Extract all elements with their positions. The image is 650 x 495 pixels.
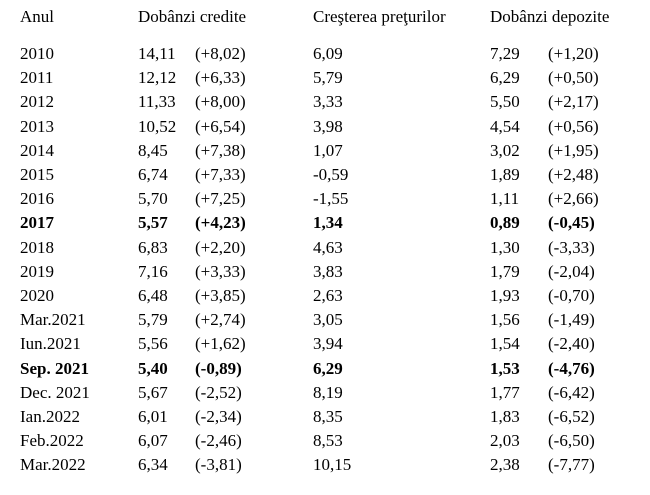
cell-credit-rate: 6,07 [138, 431, 168, 451]
cell-deposit-rate: 1,54 [490, 334, 520, 354]
table-row [0, 211, 650, 235]
cell-deposit-rate: 1,11 [490, 189, 520, 209]
table-header [0, 5, 650, 29]
cell-credit-rate: 6,34 [138, 455, 168, 475]
cell-year: Dec. 2021 [20, 382, 90, 402]
table-row [0, 42, 650, 66]
cell-credit-diff: (+2,20) [195, 237, 246, 257]
cell-price-growth: 8,53 [313, 431, 343, 451]
table-row [0, 453, 650, 477]
table-row [0, 163, 650, 187]
cell-deposit-rate: 1,83 [490, 407, 520, 426]
cell-year: 2018 [20, 237, 54, 257]
cell-credit-diff: (-2,46) [195, 431, 242, 451]
cell-year: 2013 [20, 116, 54, 136]
cell-credit-rate: 6,01 [138, 407, 168, 426]
table-row [0, 139, 650, 163]
cell-year: 2016 [20, 189, 54, 209]
cell-deposit-rate: 3,02 [490, 140, 520, 160]
cell-price-growth: 1,34 [313, 213, 343, 233]
table-row [0, 236, 650, 260]
cell-price-growth: 5,79 [313, 68, 343, 88]
cell-deposit-diff: (+0,50) [548, 68, 599, 88]
cell-price-growth: 3,94 [313, 334, 343, 354]
table-row [0, 429, 650, 453]
cell-deposit-rate: 1,53 [490, 358, 520, 378]
cell-credit-diff: (+3,85) [195, 286, 246, 305]
cell-credit-diff: (-2,52) [195, 382, 242, 402]
cell-deposit-diff: (+1,20) [548, 44, 599, 63]
cell-credit-rate: 14,11 [138, 44, 176, 63]
cell-deposit-rate: 1,30 [490, 237, 520, 257]
cell-price-growth: 4,63 [313, 237, 343, 257]
table-row [0, 115, 650, 139]
cell-price-growth: 8,35 [313, 407, 343, 426]
cell-year: 2010 [20, 44, 54, 63]
header-price-growth: Creşterea preţurilor [313, 7, 446, 26]
cell-deposit-rate: 1,56 [490, 310, 520, 330]
cell-credit-diff: (-0,89) [195, 358, 242, 378]
cell-year: 2012 [20, 92, 54, 112]
cell-deposit-rate: 1,89 [490, 165, 520, 184]
cell-credit-diff: (+4,23) [195, 213, 246, 233]
cell-credit-rate: 7,16 [138, 261, 168, 281]
cell-deposit-rate: 2,38 [490, 455, 520, 475]
cell-deposit-diff: (+2,66) [548, 189, 599, 209]
cell-year: Mar.2022 [20, 455, 86, 475]
cell-deposit-diff: (+1,95) [548, 140, 599, 160]
cell-deposit-rate: 6,29 [490, 68, 520, 88]
cell-credit-rate: 12,12 [138, 68, 177, 88]
cell-credit-diff: (-3,81) [195, 455, 242, 475]
table-row [0, 260, 650, 284]
cell-credit-diff: (+7,33) [195, 165, 246, 184]
table-row [0, 187, 650, 211]
cell-credit-diff: (+7,25) [195, 189, 246, 209]
cell-deposit-rate: 1,77 [490, 382, 520, 402]
cell-credit-rate: 5,79 [138, 310, 168, 330]
cell-credit-diff: (+3,33) [195, 261, 246, 281]
cell-deposit-rate: 0,89 [490, 213, 520, 233]
cell-deposit-diff: (-6,50) [548, 431, 595, 451]
cell-credit-rate: 5,57 [138, 213, 168, 233]
table-row [0, 284, 650, 308]
header-credit-rates: Dobânzi credite [138, 7, 247, 26]
cell-deposit-diff: (-0,70) [548, 286, 595, 305]
cell-credit-diff: (+6,33) [195, 68, 246, 88]
cell-deposit-rate: 1,93 [490, 286, 520, 305]
cell-credit-rate: 6,74 [138, 165, 168, 184]
cell-deposit-rate: 2,03 [490, 431, 520, 451]
cell-deposit-diff: (-4,76) [548, 358, 595, 378]
cell-deposit-diff: (+0,56) [548, 116, 599, 136]
cell-credit-diff: (+1,62) [195, 334, 246, 354]
header-deposit-rates: Dobânzi depozite [490, 7, 610, 26]
cell-credit-rate: 5,70 [138, 189, 168, 209]
cell-credit-diff: (-2,34) [195, 407, 242, 426]
cell-price-growth: 8,19 [313, 382, 343, 402]
cell-year: 2020 [20, 286, 54, 305]
cell-year: 2017 [20, 213, 54, 233]
cell-price-growth: 3,33 [313, 92, 343, 112]
cell-price-growth: 1,07 [313, 140, 343, 160]
cell-deposit-diff: (+2,17) [548, 92, 599, 112]
cell-credit-rate: 5,40 [138, 358, 168, 378]
cell-price-growth: 6,29 [313, 358, 343, 378]
table-row [0, 332, 650, 356]
table-row [0, 381, 650, 405]
cell-credit-rate: 5,56 [138, 334, 168, 354]
cell-price-growth: -1,55 [313, 189, 349, 209]
cell-price-growth: 10,15 [313, 455, 352, 475]
cell-price-growth: 3,05 [313, 310, 343, 330]
table-row [0, 405, 650, 429]
cell-year: 2019 [20, 261, 54, 281]
table-row [0, 66, 650, 90]
cell-credit-diff: (+8,02) [195, 44, 246, 63]
cell-credit-diff: (+2,74) [195, 310, 246, 330]
cell-deposit-diff: (-6,42) [548, 382, 595, 402]
cell-price-growth: 3,98 [313, 116, 343, 136]
cell-credit-rate: 5,67 [138, 382, 168, 402]
cell-deposit-diff: (+2,48) [548, 165, 599, 184]
cell-year: Feb.2022 [20, 431, 84, 451]
cell-price-growth: 2,63 [313, 286, 343, 305]
cell-year: Iun.2021 [20, 334, 81, 354]
table-row [0, 90, 650, 114]
cell-credit-rate: 8,45 [138, 140, 168, 160]
cell-deposit-rate: 7,29 [490, 44, 520, 63]
cell-credit-rate: 6,48 [138, 286, 168, 305]
cell-deposit-diff: (-2,40) [548, 334, 595, 354]
cell-credit-diff: (+7,38) [195, 140, 246, 160]
cell-price-growth: 6,09 [313, 44, 343, 63]
header-year: Anul [20, 7, 54, 26]
cell-year: Mar.2021 [20, 310, 86, 330]
cell-year: 2011 [20, 68, 54, 88]
table-row [0, 308, 650, 332]
cell-deposit-rate: 1,79 [490, 261, 520, 281]
cell-deposit-diff: (-3,33) [548, 237, 595, 257]
cell-year: Ian.2022 [20, 407, 80, 426]
cell-year: 2015 [20, 165, 54, 184]
cell-deposit-rate: 4,54 [490, 116, 520, 136]
cell-year: Sep. 2021 [20, 358, 89, 378]
cell-credit-diff: (+6,54) [195, 116, 246, 136]
cell-deposit-rate: 5,50 [490, 92, 520, 112]
cell-deposit-diff: (-0,45) [548, 213, 595, 233]
cell-credit-rate: 6,83 [138, 237, 168, 257]
table-row [0, 357, 650, 381]
cell-price-growth: 3,83 [313, 261, 343, 281]
cell-year: 2014 [20, 140, 54, 160]
cell-credit-rate: 11,33 [138, 92, 176, 112]
cell-deposit-diff: (-6,52) [548, 407, 595, 426]
cell-price-growth: -0,59 [313, 165, 349, 184]
cell-deposit-diff: (-7,77) [548, 455, 595, 475]
cell-credit-diff: (+8,00) [195, 92, 246, 112]
cell-deposit-diff: (-2,04) [548, 261, 595, 281]
cell-deposit-diff: (-1,49) [548, 310, 595, 330]
cell-credit-rate: 10,52 [138, 116, 177, 136]
